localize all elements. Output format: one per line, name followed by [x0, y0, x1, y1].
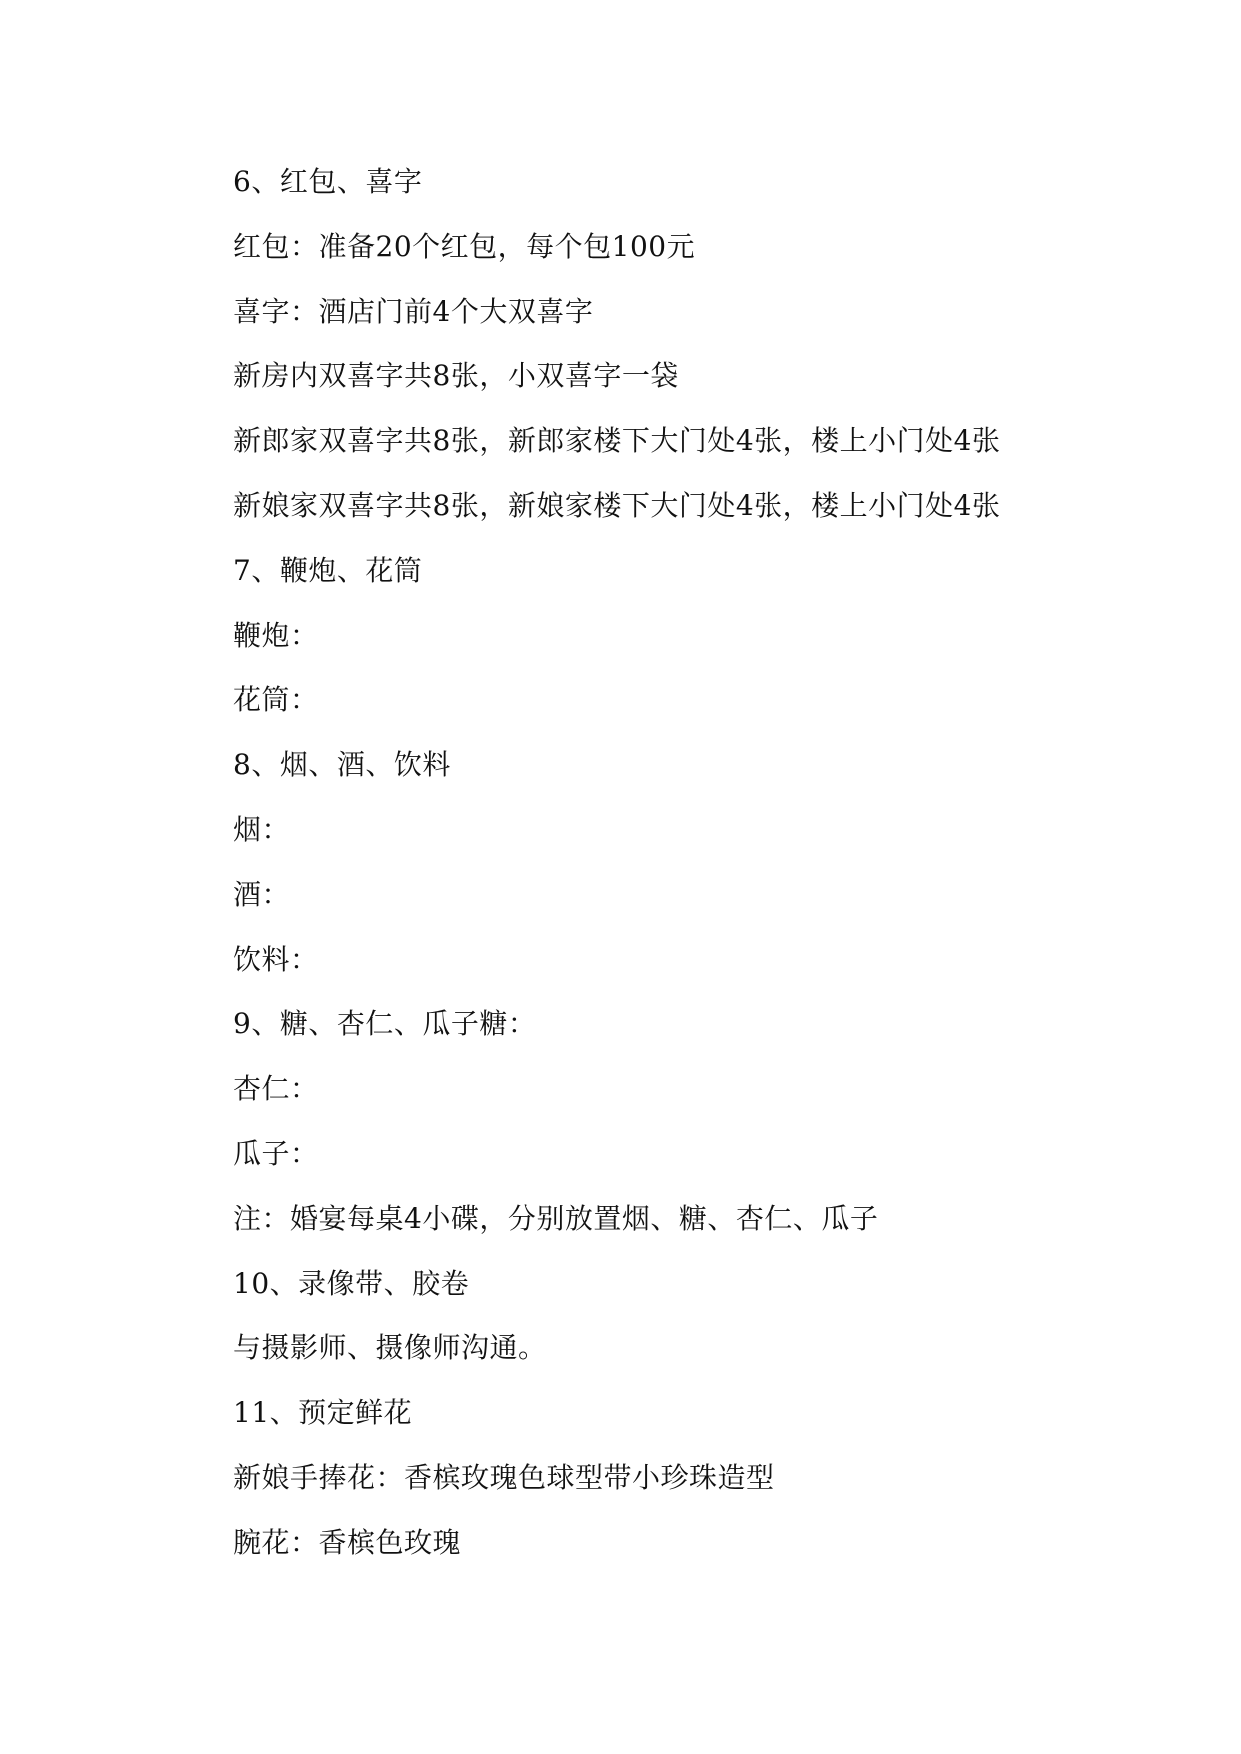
- section-heading-snacks: 9、糖、杏仁、瓜子糖：: [233, 1007, 537, 1041]
- section-heading-firecrackers: 7、鞭炮、花筒: [233, 553, 423, 587]
- note-line: 注：婚宴每桌4小碟，分别放置烟、糖、杏仁、瓜子: [233, 1201, 879, 1235]
- text-line: 鞭炮：: [233, 618, 319, 652]
- section-heading-drinks: 8、烟、酒、饮料: [233, 748, 451, 782]
- text-line: 酒：: [233, 877, 291, 911]
- text-line: 花筒：: [233, 683, 319, 717]
- text-line: 腕花：香槟色玫瑰: [233, 1525, 462, 1559]
- text-line: 与摄影师、摄像师沟通。: [233, 1331, 547, 1365]
- text-line: 喜字：酒店门前4个大双喜字: [233, 294, 594, 328]
- text-line: 杏仁：: [233, 1072, 319, 1106]
- section-heading-red-envelopes: 6、红包、喜字: [233, 165, 423, 198]
- text-line: 新娘手捧花：香槟玫瑰色球型带小珍珠造型: [233, 1460, 775, 1494]
- text-line: 新郎家双喜字共8张，新郎家楼下大门处4张，楼上小门处4张: [233, 424, 1001, 458]
- document-body: [233, 160, 1113, 1586]
- text-line: 新娘家双喜字共8张，新娘家楼下大门处4张，楼上小门处4张: [233, 488, 1001, 522]
- text-line: 瓜子：: [233, 1136, 319, 1170]
- section-heading-flowers: 11、预定鲜花: [233, 1396, 413, 1430]
- text-line: 新房内双喜字共8张，小双喜字一袋: [233, 359, 679, 393]
- text-line: 饮料：: [233, 942, 319, 976]
- text-line: 红包：准备20个红包，每个包100元: [233, 229, 696, 263]
- section-heading-video: 10、录像带、胶卷: [233, 1266, 470, 1300]
- text-line: 烟：: [233, 812, 291, 846]
